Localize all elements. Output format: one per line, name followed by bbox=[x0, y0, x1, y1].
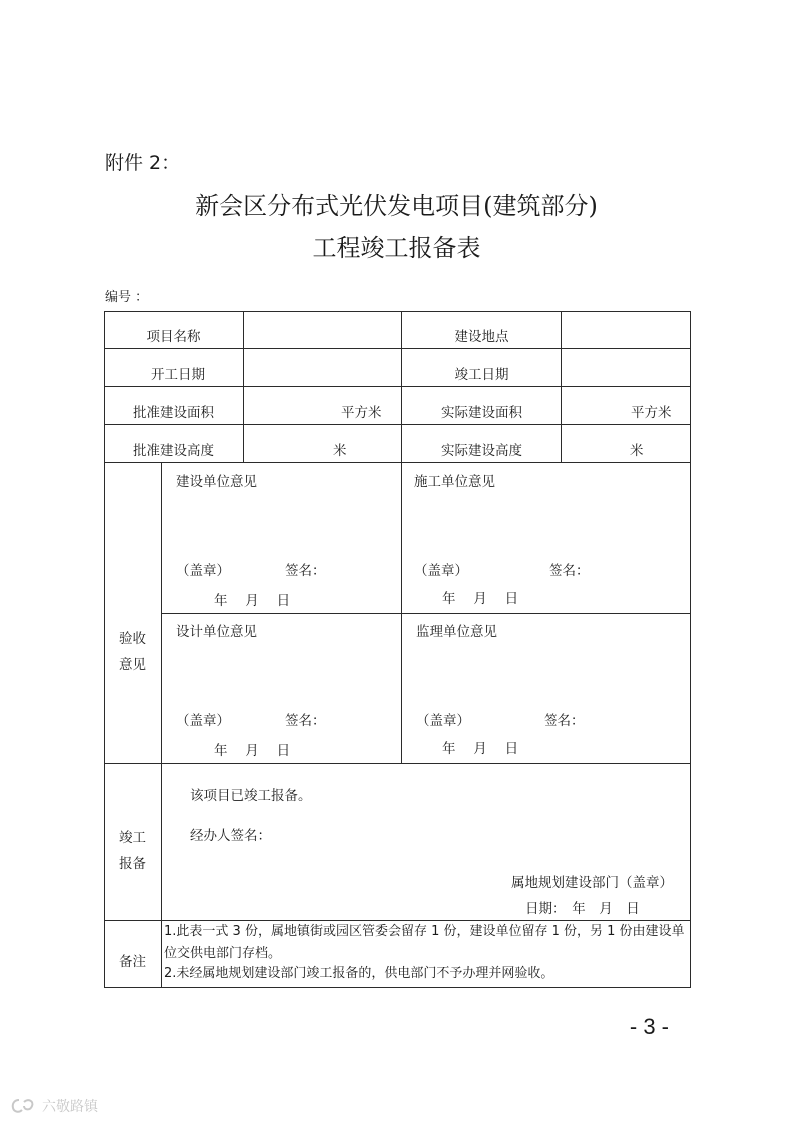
designer-date: 年 月 日 bbox=[214, 743, 291, 759]
acceptance-col-divider bbox=[401, 462, 402, 763]
filing-statement: 该项目已竣工报备。 bbox=[190, 788, 312, 804]
approved-height-label: 批准建设高度 bbox=[133, 443, 214, 459]
supervisor-date: 年 月 日 bbox=[442, 741, 519, 757]
actual-area-unit: 平方米 bbox=[631, 405, 672, 421]
attachment-label: 附件 2： bbox=[105, 152, 181, 174]
planning-department-seal: 属地规划建设部门（盖章） bbox=[511, 875, 673, 891]
handler-signature[interactable]: 经办人签名： bbox=[190, 828, 271, 844]
filing-form-table bbox=[104, 311, 691, 988]
designer-seal: （盖章） bbox=[176, 713, 230, 729]
owner-signature[interactable]: 签名： bbox=[285, 563, 326, 579]
col-divider bbox=[243, 311, 244, 462]
col-divider bbox=[561, 311, 562, 462]
row-divider bbox=[104, 462, 691, 463]
table-border-right bbox=[690, 311, 691, 988]
approved-height-unit: 米 bbox=[333, 443, 347, 459]
page-number: - 3 - bbox=[629, 1014, 669, 1039]
serial-number-label: 编号 ： bbox=[105, 290, 149, 305]
table-border-top bbox=[104, 311, 691, 312]
contractor-opinion-title: 施工单位意见 bbox=[414, 474, 495, 490]
logo-icon bbox=[10, 1097, 36, 1115]
form-title: 新会区分布式光伏发电项目(建筑部分) bbox=[195, 192, 598, 220]
remarks-note-2: 2.未经属地规划建设部门竣工报备的，供电部门不予办理并网验收。 bbox=[164, 966, 554, 981]
actual-height-label: 实际建设高度 bbox=[441, 443, 522, 459]
row-divider bbox=[104, 386, 691, 387]
supervisor-signature[interactable]: 签名： bbox=[544, 713, 585, 729]
actual-height-unit: 米 bbox=[630, 443, 644, 459]
approved-area-label: 批准建设面积 bbox=[133, 405, 214, 421]
watermark-text: 六敬路镇 bbox=[42, 1099, 98, 1115]
row-divider bbox=[104, 424, 691, 425]
supervisor-opinion-title: 监理单位意见 bbox=[416, 624, 497, 640]
watermark bbox=[10, 1096, 98, 1116]
contractor-seal: （盖章） bbox=[414, 563, 468, 579]
form-subtitle: 工程竣工报备表 bbox=[312, 234, 481, 262]
location-label: 建设地点 bbox=[454, 329, 509, 345]
acceptance-label-line2: 意见 bbox=[119, 657, 146, 673]
row-divider bbox=[104, 348, 691, 349]
project-name-label: 项目名称 bbox=[146, 329, 201, 345]
designer-signature[interactable]: 签名： bbox=[285, 713, 326, 729]
label-col-divider bbox=[161, 462, 162, 987]
acceptance-label-line1: 验收 bbox=[119, 631, 146, 647]
remarks-label: 备注 bbox=[119, 954, 146, 970]
acceptance-mid-divider bbox=[161, 613, 691, 614]
remarks-note-1: 1.此表一式 3 份，属地镇街或园区管委会留存 1 份，建设单位留存 1 份，另 1 份由建设单位交供电部门存档。 bbox=[164, 924, 685, 961]
completion-date-label: 竣工日期 bbox=[454, 367, 509, 383]
approved-area-unit: 平方米 bbox=[341, 405, 382, 421]
row-divider bbox=[104, 763, 691, 764]
actual-area-label: 实际建设面积 bbox=[441, 405, 522, 421]
contractor-date: 年 月 日 bbox=[442, 591, 519, 607]
filing-date: 日期： 年 月 日 bbox=[525, 901, 640, 917]
contractor-signature[interactable]: 签名： bbox=[549, 563, 590, 579]
owner-seal: （盖章） bbox=[176, 563, 230, 579]
owner-date: 年 月 日 bbox=[214, 593, 291, 609]
table-border-bottom bbox=[104, 987, 691, 988]
start-date-label: 开工日期 bbox=[151, 367, 205, 383]
supervisor-seal: （盖章） bbox=[416, 713, 470, 729]
designer-opinion-title: 设计单位意见 bbox=[176, 624, 257, 640]
filing-label-line2: 报备 bbox=[119, 856, 146, 872]
filing-label-line1: 竣工 bbox=[119, 830, 146, 846]
owner-opinion-title: 建设单位意见 bbox=[176, 474, 257, 490]
